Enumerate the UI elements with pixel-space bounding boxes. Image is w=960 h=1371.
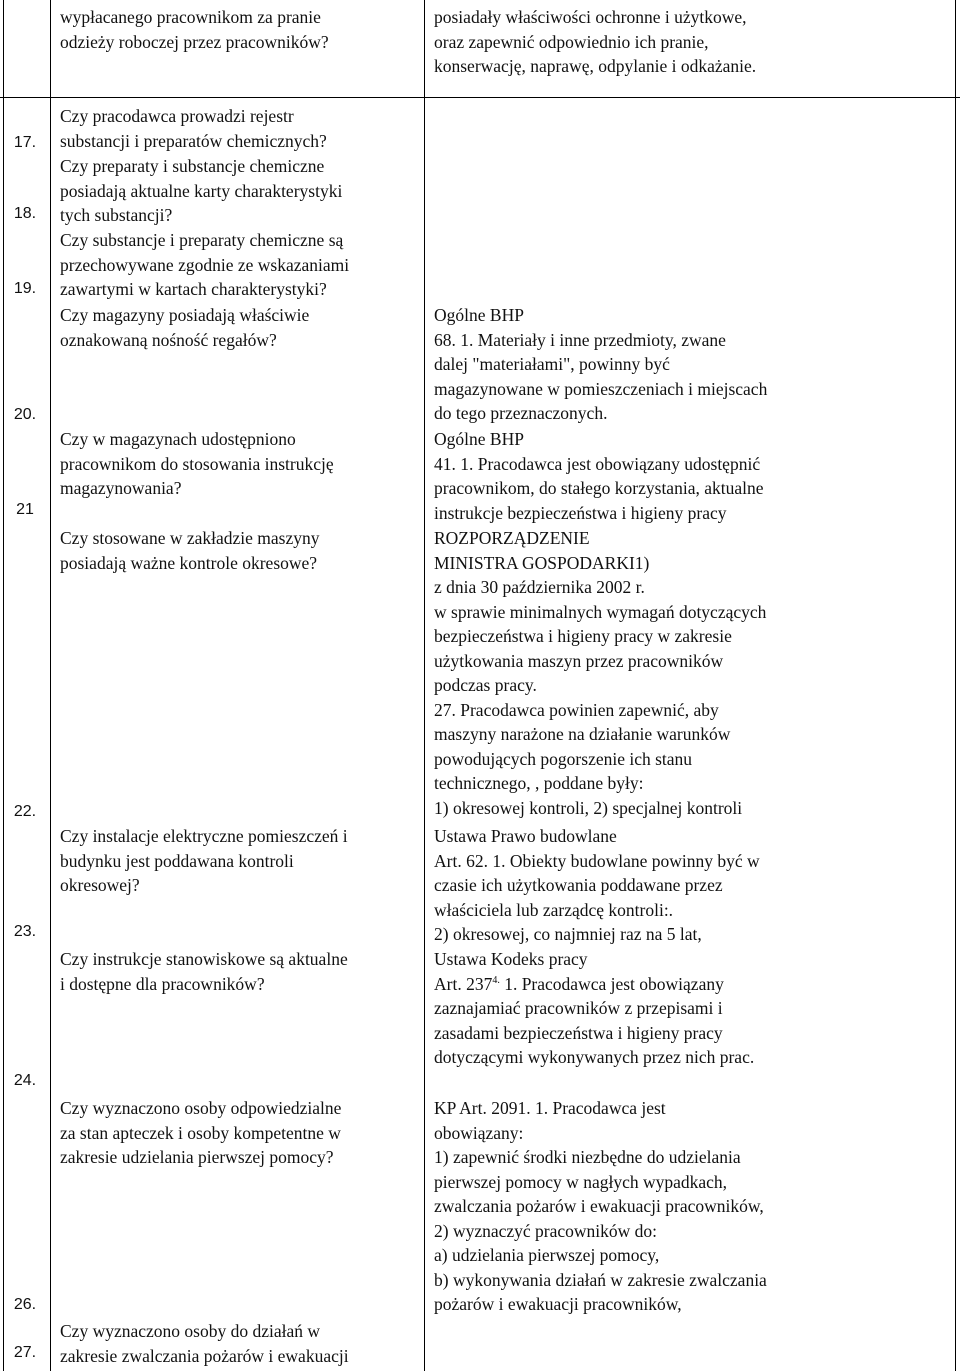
legal-basis-cell-24 (434, 947, 954, 1070)
article-superscript: 4. (492, 974, 500, 986)
column-divider-number (50, 0, 51, 1371)
row-number-19: 19. (13, 280, 37, 297)
table-border-right (955, 0, 956, 1371)
question-cell-27: Czy wyznaczono osoby do działań w zakresie zwalczania pożarów i ewakuacji (60, 1321, 349, 1366)
row-number-27: 27. (13, 1344, 37, 1361)
question-cell-22: Czy stosowane w zakładzie maszyny posiadają ważne kontrole okresowe? (60, 528, 320, 573)
question-cell-17: Czy pracodawca prowadzi rejestr substancji i preparatów chemicznych? (60, 106, 327, 151)
row-number-23: 23. (13, 923, 37, 940)
legal-basis-cell-22: ROZPORZĄDZENIE MINISTRA GOSPODARKI1) z dnia 30 października 2002 r. w sprawie minimalnych wymagań dotyczących bezpieczeństwa i higieny pracy w zakresie użytkowania maszyn przez pracowników podczas pracy. 27. Pracodawca powinien zapewnić, aby maszyny narażone na działanie warunków powodujących pogorszenie ich stanu technicznego, , poddane były: 1) okresowej kontroli, 2) specjalnej kontroli (434, 528, 767, 818)
legal-basis-cell-continued: posiadały właściwości ochronne i użytkowe, oraz zapewnić odpowiednio ich pranie, konserwację, naprawę, odpylanie i odkażanie. (434, 7, 757, 76)
question-cell-21: Czy w magazynach udostępniono pracownikom do stosowania instrukcję magazynowania? (60, 429, 334, 498)
row-number-20: 20. (13, 406, 37, 423)
legal-basis-cell-23: Ustawa Prawo budowlane Art. 62. 1. Obiekty budowlane powinny być w czasie ich użytkowania poddawane przez właściciela lub zarządcę kontroli:. 2) okresowej, co najmniej raz na 5 lat, (434, 826, 760, 944)
article-body: zaznajamiać pracowników z przepisami i zasadami bezpieczeństwa i higieny pracy dotyczącymi wykonywanych przez nich prac. (434, 998, 755, 1067)
legal-basis-cell-26: KP Art. 2091. 1. Pracodawca jest obowiązany: 1) zapewnić środki niezbędne do udzielania pierwszej pomocy w nagłych wypadkach, zwalczania pożarów i ewakuacji pracowników, 2) wyznaczyć pracowników do: a) udzielania pierwszej pomocy, b) wykonywania działań w zakresie zwalczania pożarów i ewakuacji pracowników, (434, 1098, 767, 1314)
question-cell-19: Czy substancje i preparaty chemiczne są przechowywane zgodnie ze wskazaniami zawartymi w kartach charakterystyki? (60, 230, 350, 299)
question-cell-26: Czy wyznaczono osoby odpowiedzialne za stan apteczek i osoby kompetentne w zakresie udzielania pierwszej pomocy? (60, 1098, 342, 1167)
question-cell-24: Czy instrukcje stanowiskowe są aktualne i dostępne dla pracowników? (60, 949, 348, 994)
row-number-22: 22. (13, 803, 37, 820)
legal-basis-cell-21: Ogólne BHP 41. 1. Pracodawca jest obowiązany udostępnić pracownikom, do stałego korzystania, aktualne instrukcje bezpieczeństwa i higieny pracy (434, 429, 764, 523)
question-cell-18: Czy preparaty i substancje chemiczne posiadają aktualne karty charakterystyki tych substancji? (60, 156, 343, 225)
legal-basis-cell-20: Ogólne BHP 68. 1. Materiały i inne przedmioty, zwane dalej "materiałami", powinny być magazynowane w pomieszczeniach i miejscach do tego przeznaczonych. (434, 305, 768, 423)
row-number-18: 18. (13, 205, 37, 222)
question-cell-continued: wypłacanego pracownikom za pranie odzieży roboczej przez pracowników? (60, 7, 329, 52)
question-cell-23: Czy instalacje elektryczne pomieszczeń i budynku jest poddawana kontroli okresowej? (60, 826, 348, 895)
article-lead: 1. Pracodawca jest obowiązany (499, 973, 724, 994)
row-divider (0, 97, 960, 98)
table-border-left (3, 0, 4, 1371)
question-cell-20: Czy magazyny posiadają właściwie oznakowaną nośność regałów? (60, 305, 310, 350)
row-number-21: 21 (16, 501, 34, 518)
row-number-17: 17. (13, 134, 37, 151)
legal-act-title: Ustawa Kodeks pracy (434, 949, 588, 969)
row-number-26: 26. (13, 1296, 37, 1313)
article-reference: Art. 237 (434, 973, 493, 994)
row-number-24: 24. (13, 1072, 37, 1089)
